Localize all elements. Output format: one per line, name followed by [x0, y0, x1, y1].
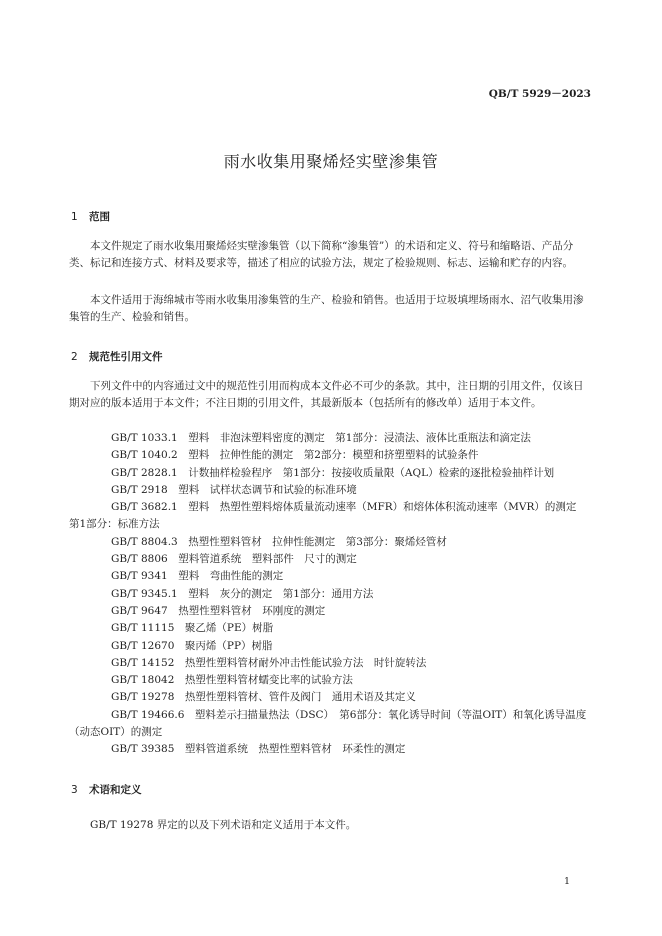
reference-code: GB/T 19278 — [111, 691, 175, 704]
reference-title: 塑料 非泡沫塑料密度的测定 第1部分：浸渍法、液体比重瓶法和滴定法 — [188, 432, 531, 444]
section-title: 规范性引用文件 — [89, 351, 163, 363]
reference-code: GB/T 9647 — [111, 604, 168, 617]
standard-code: QB/T 5929－2023 — [488, 88, 591, 100]
reference-title: 塑料差示扫描量热法（DSC） 第6部分：氧化诱导时间（等温OIT）和氧化诱导温度（动态OIT）的测定 — [69, 708, 587, 739]
section-3-heading — [71, 782, 142, 797]
reference-item — [69, 638, 591, 655]
reference-code: GB/T 12670 — [111, 639, 175, 652]
section-number: 3 — [71, 784, 78, 796]
section-title: 范围 — [89, 211, 110, 223]
reference-item — [69, 568, 591, 585]
reference-title: 热塑性塑料管材蠕变比率的试验方法 — [184, 674, 353, 687]
reference-item — [69, 689, 591, 706]
section-number: 1 — [71, 211, 78, 223]
page-number: 1 — [563, 876, 570, 887]
reference-title: 热塑性塑料管材 拉伸性能测定 第3部分：聚烯烃管材 — [188, 535, 447, 548]
reference-title: 热塑性塑料管材、管件及阀门 通用术语及其定义 — [184, 691, 416, 704]
reference-title: 计数抽样检验程序 第1部分：按接收质量限（AQL）检索的逐批检验抽样计划 — [188, 466, 555, 479]
reference-title: 塑料管道系统 塑料部件 尺寸的测定 — [178, 553, 357, 566]
reference-item — [69, 586, 591, 603]
reference-title: 聚乙烯（PE）树脂 — [184, 622, 274, 635]
section-1-paragraph-2: 本文件适用于海绵城市等雨水收集用渗集管的生产、检验和销售。也适用于垃圾填埋场雨水、沼气收集用渗集管的生产、检验和销售。 — [69, 294, 584, 323]
reference-title: 塑料 热塑性塑料熔体质量流动速率（MFR）和熔体体积流动速率（MVR）的测定 第1部分：标准方法 — [69, 501, 587, 531]
reference-item — [69, 482, 591, 499]
reference-code: GB/T 3682.1 — [111, 501, 178, 514]
reference-title: 塑料 灰分的测定 第1部分：通用方法 — [188, 587, 374, 600]
reference-title: 塑料管道系统 热塑性塑料管材 环柔性的测定 — [184, 743, 406, 756]
reference-item — [69, 603, 591, 620]
reference-code: GB/T 9345.1 — [111, 587, 178, 600]
reference-code: GB/T 1040.2 — [111, 449, 178, 462]
reference-item — [69, 620, 591, 637]
reference-title: 聚丙烯（PP）树脂 — [184, 639, 273, 652]
reference-item — [69, 447, 591, 464]
reference-code: GB/T 39385 — [111, 743, 175, 756]
reference-item — [69, 534, 591, 551]
reference-item — [69, 465, 591, 482]
reference-item — [69, 741, 591, 758]
normative-references-list — [69, 430, 591, 759]
reference-item — [69, 551, 591, 568]
reference-title: 热塑性塑料管材耐外冲击性能试验方法 时针旋转法 — [184, 656, 427, 669]
reference-title: 塑料 弯曲性能的测定 — [178, 570, 284, 583]
reference-title: 塑料 拉伸性能的测定 第2部分：模塑和挤塑塑料的试验条件 — [188, 449, 479, 462]
reference-item — [69, 499, 591, 534]
reference-title: 热塑性塑料管材 环刚度的测定 — [178, 604, 326, 617]
reference-code: GB/T 2828.1 — [111, 466, 178, 479]
section-title: 术语和定义 — [89, 784, 142, 796]
reference-item — [69, 430, 591, 447]
section-2-paragraph-1: 下列文件中的内容通过文中的规范性引用而构成本文件必不可少的条款。其中，注日期的引用文件，仅该日期对应的版本适用于本文件；不注日期的引用文件，其最新版本（包括所有的修改单）适用于本文件。 — [69, 380, 584, 409]
reference-item — [69, 655, 591, 672]
reference-code: GB/T 8804.3 — [111, 535, 178, 548]
reference-code: GB/T 14152 — [111, 656, 175, 669]
section-1-heading — [71, 209, 110, 224]
reference-code: GB/T 19466.6 — [111, 708, 185, 721]
section-number: 2 — [71, 351, 78, 363]
document-title: 雨水收集用聚烯烃实壁渗集管 — [223, 152, 439, 171]
section-1-paragraph-1: 本文件规定了雨水收集用聚烯烃实壁渗集管（以下简称“渗集管”）的术语和定义、符号和缩略语、产品分类、标记和连接方式、材料及要求等，描述了相应的试验方法，规定了检验规则、标志、运输和贮存的内容。 — [69, 240, 574, 269]
reference-code: GB/T 9341 — [111, 570, 168, 583]
reference-code: GB/T 1033.1 — [111, 432, 178, 444]
reference-code: GB/T 11115 — [111, 622, 175, 635]
reference-item — [69, 707, 591, 742]
reference-code: GB/T 8806 — [111, 553, 168, 566]
section-3-paragraph-1: GB/T 19278 界定的以及下列术语和定义适用于本文件。 — [90, 819, 357, 831]
reference-item — [69, 672, 591, 689]
section-2-heading — [71, 349, 163, 364]
reference-title: 塑料 试样状态调节和试验的标准环境 — [178, 483, 357, 496]
reference-code: GB/T 18042 — [111, 674, 175, 687]
reference-code: GB/T 2918 — [111, 483, 168, 496]
